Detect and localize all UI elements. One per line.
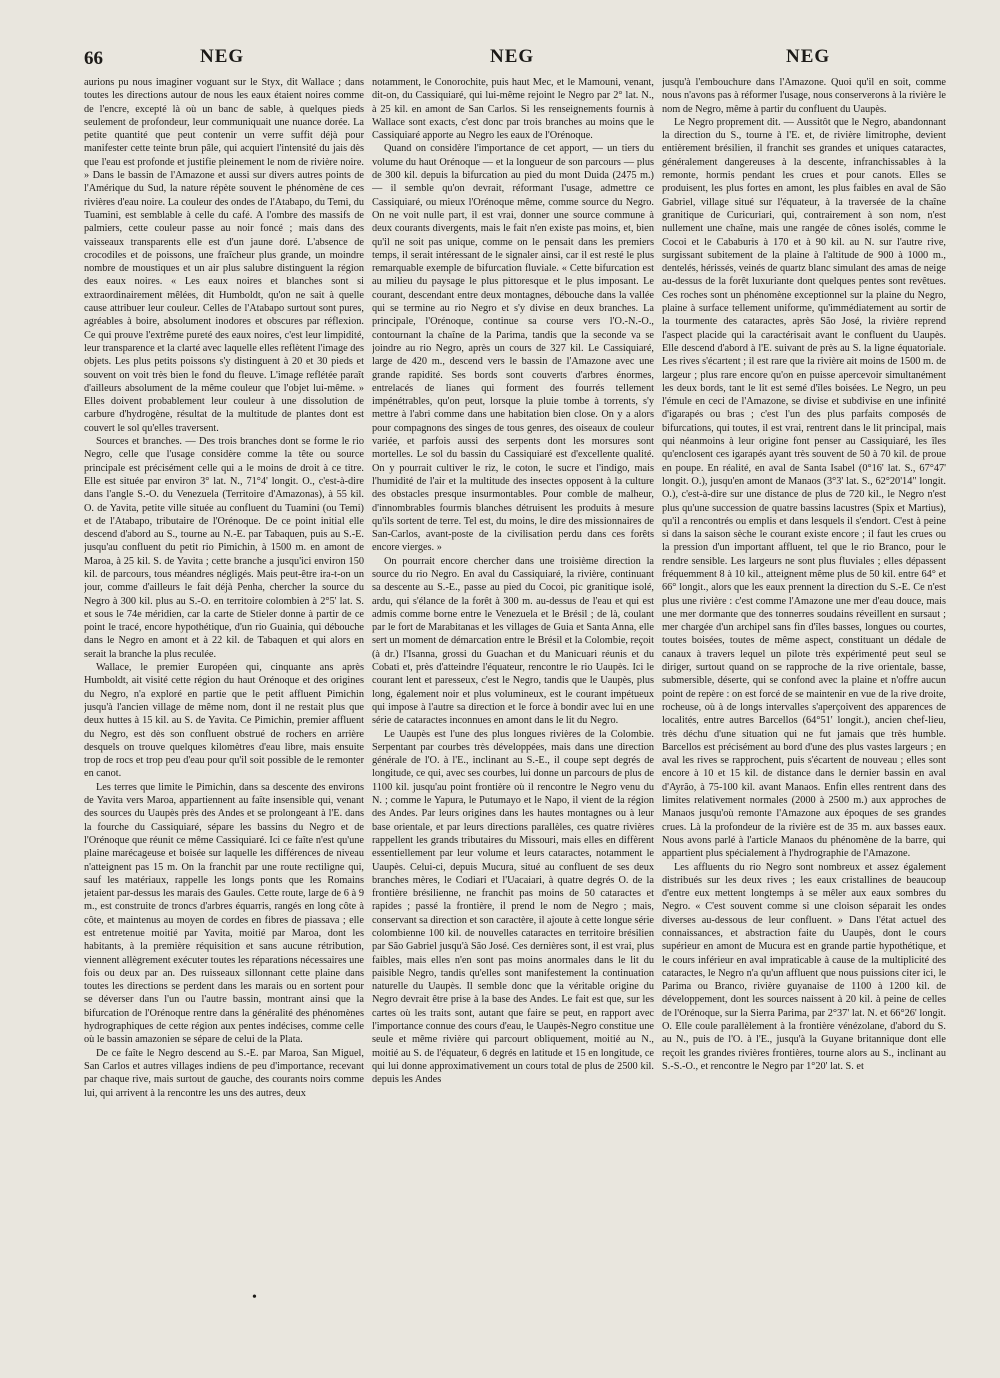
running-head-right: NEG xyxy=(786,46,831,67)
page-number: 66 xyxy=(84,48,103,69)
text-column-3 xyxy=(662,76,946,1286)
text-column-2 xyxy=(372,76,654,1286)
paragraph: On pourrait encore chercher dans une troisième direction la source du rio Negro. En aval du Cassiquiaré, la rivière, continuant sa descente au S.-E., passe au pied du Cocoi, pic granitique isolé, ardu, qui s'élance de la forêt à 300 m. au-dessus de l'eau et qui est admis comme borne entre le Venezuela et le Brésil ; de là, coulant par le fort de Marabitanas et les villages de Guia et Santa Anna, elle sert un moment de démarcation entre le Brésil et la Colombie, reçoit (à dr.) l'Isanna, grossi du Guachan et du Manicuari réunis et du Cobati et, près d'atteindre l'équateur, rencontre le rio Uaupès. Ici le courant lent et paresseux, c'est le Negro, tandis que le Uaupès, plus long, également noir et plus volumineux, est le courant impétueux qui impose à l'autre sa direction et le force à bondir avec lui en une série de cataractes inconnues en amont dans le lit du Negro. xyxy=(372,555,654,727)
paragraph: Les terres que limite le Pimichin, dans sa descente des environs de Yavita vers Maroa, appartiennent au faîte insensible qui, venant des sources du Uaupès près des Andes et se prolongeant à l'E. dans la fourche du Cassiquiaré, sépare les bassins du Negro et de l'Orénoque que réunit ce même Cassiquiaré. Ici ce faîte n'est qu'une plaine marécageuse et boisée sur laquelle les différences de niveau n'atteignent pas 15 m. On la franchit par une route rectiligne qui, sauf les matériaux, rappelle les longs ponts que les Romains jetaient par-dessus les marais des Gaules. Cette route, large de 6 à 9 m., est construite de troncs d'arbres équarris, rangés en long côte à côte, et maintenus au moyen de cordes en fibres de piassava ; elle est entretenue moitié par Yavita, moitié par Maroa, dont les habitants, à la première réquisition et sans aucune rétribution, viennent allègrement exécuter toutes les réparations nécessaires une fois ou deux par an. Des ruisseaux sillonnant cette plaine dans toutes les directions se perdent dans les marais ou en sortent pour se déverser dans l'un ou l'autre bassin, montrant ainsi que la bifurcation de l'Orénoque rentre dans la généralité des phénomènes hydrographiques de cette région aux pentes indécises, comme celle où le bassin amazonien se sépare de celui de la Plata. xyxy=(84,781,364,1046)
page-header xyxy=(0,44,1000,74)
paragraph: notamment, le Conorochite, puis haut Mec, et le Mamouni, venant, dit-on, du Cassiquiaré, qui lui-même rejoint le Negro par 2° lat. N., à 25 kil. en amont de San Carlos. Si les renseignements fournis à Wallace sont exacts, c'est donc par trois branches au moins que le Cassiquiaré apporte au Negro les eaux de l'Orénoque. xyxy=(372,77,654,142)
running-head-center: NEG xyxy=(490,46,535,67)
paragraph: Le Negro proprement dit. — Aussitôt que le Negro, abandonnant la direction du S., tourne à l'E. et, de rivière limitrophe, devient entièrement brésilien, il franchit ses grandes et uniques cataractes, généralement dangereuses à la descente, infranchissables à la remonte, hormis pendant les crues et pour canots. Elles se produisent, les plus fortes en amont, les plus faibles en aval de São Gabriel, village situé sur l'équateur, à la traversée de la chaîne granitique de Curicuriari, qui, contrairement à son nom, n'est nullement une chaîne, mais une rangée de cônes isolés, comme le Cocoi et le Cababuris à 170 et à 90 kil. au N. sur l'autre rive, surgissant subitement de la plaine à l'altitude de 900 à 1000 m., dentelés, hérissés, veinés de quartz blanc simulant des amas de neige au-dessus de la forêt luxuriante dont quelques pentes sont revêtues. Ces roches sont un phénomène exceptionnel sur la plaine du Negro, plaine à surface tellement uniforme, qu'immédiatement au sortir de la tourmente des cataractes, après São José, la rivière reprend l'aspect placide qui la caractérisait avant le confluent du Uaupès. Elle descend d'abord à l'E. suivant de près au S. la ligne équatoriale. Les rives s'écartent ; il est rare que la rivière ait moins de 1500 m. de largeur ; plus rare encore qu'on en puisse apercevoir simultanément les deux bords, tant le lit est semé d'îles boisées. Le Negro, un peu l'émule en ceci de l'Amazone, se divise et subdivise en une infinité d'igarapés ou bras ; c'est l'un des plus parfaits composés de bifurcations, qui toutes, il est vrai, rentrent dans le lit principal, mais qui néanmoins à leur origine font penser au Cassiquiaré, les îles qu'enclosent ces igarapés ayant très souvent de 50 à 70 kil. de proue en poupe. En réalité, en aval de Santa Isabel (0°16' lat. S., 67°47' longit. O.), jusqu'en amont de Manaos (3°3' lat. S., 62°20'14" longit. O.), c'est-à-dire sur une distance de plus de 720 kil., le Negro n'est plus qu'une succession de quatre bassins lacustres (Spix et Martius), qu'il a rencontrés ou emplis et dans lesquels il s'endort. C'est à peine si dans la saison sèche le courant existe encore ; il faut les crues ou la pression d'un important affluent, tel que le rio Branco, pour le rendre sensible. Les largeurs ne sont plus fluviales ; elles dépassent fréquemment 8 à 10 kil., atteignent même plus de 50 kil. entre 64° et 66° longit., alors que les eaux prennent la direction du S.-E. Ce n'est plus une rivière : c'est comme l'Amazone une mer d'eau douce, mais une mer dormante que des tonnerres soudains réveillent en sursaut ; mer chargée d'un archipel sans fin d'îles basses, longues ou courtes, toutes boisées, toutes de même aspect, constituant un dédale de canaux à travers lequel un pilote très expérimenté peut seul se diriger, surtout quand on se rapproche de la rive orientale, basse, submersible, déserte, qui se confond avec la plaine et n'offre aucun point de repère : on est forcé de se maintenir en vue de la rive droite, rocheuse, où à de longs intervalles s'aperçoivent des apparences de localités, entre autres Barcellos (64°51' longit.), ancien chef-lieu, très déchu d'une situation qui ne fut jamais que très humble. Barcellos est précisément au bord d'une des plus vastes largeurs ; en aval les rives se rapprochent, puis s'écartent de nouveau ; elles sont encore à 10 et 15 kil. de distance dans le dernier bassin en aval d'Ayrão, à 75-100 kil. avant Manaos. Enfin elles rentrent dans des limites relativement normales (2000 à 2500 m.) aux approches de Manaos jusqu'où remonte l'Amazone aux époques de ses grandes crues. Là la profondeur de la rivière est de 35 m. aux basses eaux. Nous avons parlé à l'article Manaos du phénomène de la barre, qui appartient plus spécialement à l'hydrographie de l'Amazone. xyxy=(662,116,946,860)
paragraph: Les affluents du rio Negro sont nombreux et assez également distribués sur les deux rives ; les eaux cristallines de beaucoup d'entre eux mettent longtemps à se mêler aux eaux sombres du Negro. « C'est souvent comme si une cloison séparait les ondes diverses au-dessous de leur confluent. » Dans l'état actuel des connaissances, et abstraction faite du Uaupès, dont le cours supérieur en amont de Mucura est en grande partie hypothétique, et le cours inférieur en aval impraticable à cause de la multiplicité des cataractes, le Negro n'a qu'un affluent que nous puissions citer ici, le Parima ou Branco, rivière guyanaise de 1100 à 1200 kil. de développement, dont les sources naissent à 20 kil. à peine de celles de l'Orénoque, sur la Sierra Parima, par 2°37' lat. N. et 66°26' longit. O. Elle coule parallèlement à la frontière vénézolane, d'abord du S. au N., puis de l'O. à l'E., jusqu'à la Guyane britannique dont elle reçoit les grandes rivières frontières, tourne alors au S., inclinant au S.-S.-O., et rencontre le Negro par 1°20' lat. S. et xyxy=(662,861,946,1072)
paragraph: jusqu'à l'embouchure dans l'Amazone. Quoi qu'il en soit, comme nous n'avons pas à réformer l'usage, nous conserverons à la rivière le nom de Negro, même à partir du confluent du Uaupès. xyxy=(662,77,946,115)
paragraph: aurions pu nous imaginer voguant sur le Styx, dit Wallace ; dans toutes les directions autour de nous les eaux étaient noires comme de l'encre, excepté là où un banc de sable, à quelques pieds seulement de profondeur, leur communiquait une nuance dorée. La petite quantité que peut contenir un verre suffit déjà pour manifester cette teinte brun pâle, qui acquiert l'intensité du jais dès que l'eau est profonde et justifie pleinement le nom de rivière noire. » Dans le bassin de l'Amazone et aussi sur divers autres points de l'Amérique du Sud, la nature répète souvent le phénomène de ces rivières d'eau noire. La couleur des ondes de l'Atabapo, du Temi, du Tuamini, est semblable à celle du café. A l'ombre des massifs de palmiers, cette couleur passe au noir foncé ; mais dans des vaisseaux transparents elle est d'un jaune doré. L'absence de crocodiles et de poissons, une fraîcheur plus grande, un moindre nombre de moustiques et un air plus salubre distinguent la région des eaux noires. « Les eaux noires et blanches sont si extraordinairement mêlées, dit Humboldt, qu'on ne sait à quelle cause attribuer leur couleur. Celles de l'Atabapo surtout sont pures, agréables à boire, absolument inodores et obscures par réflexion. Ce qui prouve l'extrême pureté des eaux noires, c'est leur limpidité, leur transparence et la clarté avec laquelle elles reflètent l'image des objets. Les plus petits poissons s'y distinguent à 20 et 30 pieds et souvent on voit très bien le fond du fleuve. L'image reflétée paraît d'ailleurs absolument de la même couleur que l'objet lui-même. » Elles doivent probablement leur couleur à une dissolution de carbure d'hydrogène, résultat de la multitude de plantes dont est couvert le sol qu'elles traversent. xyxy=(84,77,364,434)
paragraph: Wallace, le premier Européen qui, cinquante ans après Humboldt, ait visité cette région du haut Orénoque et des origines du Negro, n'a exploré en partie que le petit affluent Pimichin jusqu'à l'ancien village de même nom, dont il ne restait plus que deux huttes à 15 kil. au S. de Yavita. Ce Pimichin, premier affluent du Negro, est dès son confluent obstrué de rochers en arrière desquels on trouve quelques kilomètres d'eau libre, mais ensuite trop de rocs et trop peu d'eau pour qu'il soit possible de le remonter en canot. xyxy=(84,662,364,780)
text-column-1 xyxy=(84,76,364,1286)
paragraph: Quand on considère l'importance de cet apport, — un tiers du volume du haut Orénoque — et la longueur de son parcours — plus de 300 kil. depuis la bifurcation au pied du mont Duida (2475 m.) — il semble qu'on devrait, réformant l'usage, admettre ce Cassiquiaré, ou mieux l'Orénoque même, comme source du Negro. On ne voit nulle part, il est vrai, donner une source commune à deux courants divergents, mais le fait n'en existe pas moins, et, bien qu'il ne soit pas unique, comme on le pensait dans les premiers temps, il serait intéressant de le signaler ainsi, car il est resté le plus remarquable exemple de bifurcation fluviale. « Cette bifurcation est au milieu du paysage le plus pittoresque et le plus imposant. Le courant, descendant entre deux montagnes, débouche dans la vallée qui se termine au rio Negro et s'y divise en deux branches. La principale, l'Orénoque, continue sa course vers l'O.-N.-O., contournant la chaîne de la Parima, tandis que la seconde va se joindre au rio Negro, après un cours de 327 kil. Le Cassiquiaré, large de 420 m., descend vers le bassin de l'Amazone avec une grande rapidité. Ses bords sont couverts d'arbres énormes, entrelacés de lianes qui forment des fourrés tellement impénétrables, qu'on peut, lorsque la pluie tombe à torrents, s'y mettre à l'abri comme dans une habitation bien close. On y a alors pour compagnons des singes de tous genres, des oiseaux de couleur variée, et parfois aussi des serpents dont les morsures sont mortelles. Le sol du bassin du Cassiquiaré est d'excellente qualité. On y pourrait cultiver le riz, le coton, le sucre et l'indigo, mais l'humidité de l'air et la multitude des insectes opposent à la culture des obstacles presque insurmontables. Pour comble de malheur, d'innombrables fourmis blanches détruisent les produits à mesure qu'ils sortent de terre. Tel est, du moins, le dire des missionnaires de San-Carlos, avant-poste de la civilisation perdu dans ces forêts encore vierges. » xyxy=(372,143,654,554)
paragraph: De ce faîte le Negro descend au S.-E. par Maroa, San Miguel, San Carlos et autres villages indiens de peu d'importance, recevant par chaque rive, mais surtout de gauche, des courants noirs comme lui, qui arrivent à la rencontre les uns des autres, deux xyxy=(84,1047,364,1099)
paragraph: Sources et branches. — Des trois branches dont se forme le rio Negro, celle que l'usage considère comme la tête ou source principale est précisément celle qui a le moins de droit à ce titre. Elle est située par environ 3° lat. N., 71°4' longit. O., c'est-à-dire dans l'angle S.-O. du Venezuela (Territoire d'Amazonas), à 55 kil. O. de Yavita, petite ville située au confluent du Tuamini (ou Temi) et de l'Atabapo, tributaire de l'Orénoque. De ce point initial elle descend d'abord au S., tourne au N.-E. par Tabaquen, puis au S.-E. jusqu'au confluent du petit rio Pimichin, à 1500 m. en amont de Maroa, à 25 kil. S. de Yavita ; cette branche a jusqu'ici environ 150 kil. de parcours, tous méandres négligés. Mais peut-être ira-t-on un jour, comme d'ailleurs le fait déjà Penha, chercher la source du Negro à 300 kil. plus au S.-O. en territoire colombien à 2°5' lat. S. et sous le 74e méridien, car la carte de Stieler donne à partir de ce point le tracé, encore hypothétique, d'un rio Guainia, qui débouche dans le Negro en amont et à 22 kil. de Tabaquen et qui alors en serait la branche la plus reculée. xyxy=(84,436,364,660)
printer-mark: • xyxy=(252,1290,257,1305)
running-head-left: NEG xyxy=(200,46,245,67)
paragraph: Le Uaupès est l'une des plus longues rivières de la Colombie. Serpentant par courbes très développées, mais dans une direction générale de l'O. à l'E., inclinant au S.-E., il coupe sept degrés de longitude, ce qui, avec ses courbes, lui donne un parcours de plus de 1100 kil. jusqu'au point frontière où il rencontre le Negro venu du N. ; comme le Yapura, le Putumayo et le Napo, il vient de la région des Andes. Par leurs origines dans les hautes montagnes ou à leur base orientale, et par leurs directions parallèles, ces quatre rivières rappellent les grands tributaires du Missouri, mais elles en diffèrent essentiellement par leur volume et leurs cataractes, notamment le Uaupès. Celui-ci, depuis Mucura, situé au confluent de ses deux branches mères, le Codiari et l'Uacaiari, à quatre degrés O. de la frontière brésilienne, ne franchit pas moins de 50 cataractes et rapides ; passé la frontière, il prend le nom de Negro ; mais, conservant sa direction et son caractère, il ajoute à cette longue série colombienne 100 kil. de nouvelles cataractes en territoire brésilien par São Gabriel jusqu'à São José. Ces dernières sont, il est vrai, plus faibles, mais elles n'en sont pas moins anormales dans le lit du paisible Negro, tandis qu'elles sont manifestement la continuation naturelle du Uaupès. Il semble donc que la véritable origine du Negro devrait être prise à la base des Andes. Le fait est que, sur les cartes où les traits sont, autant que faire se peut, en rapport avec l'importance connue des cours d'eau, le Uaupès-Negro constitue une seule et même rivière qui parcourt obliquement, moitié au N., moitié au S. de l'équateur, 6 degrés en latitude et 15 en longitude, ce qui lui donne approximativement un cours total de plus de 2500 kil. depuis les Andes xyxy=(372,728,654,1086)
